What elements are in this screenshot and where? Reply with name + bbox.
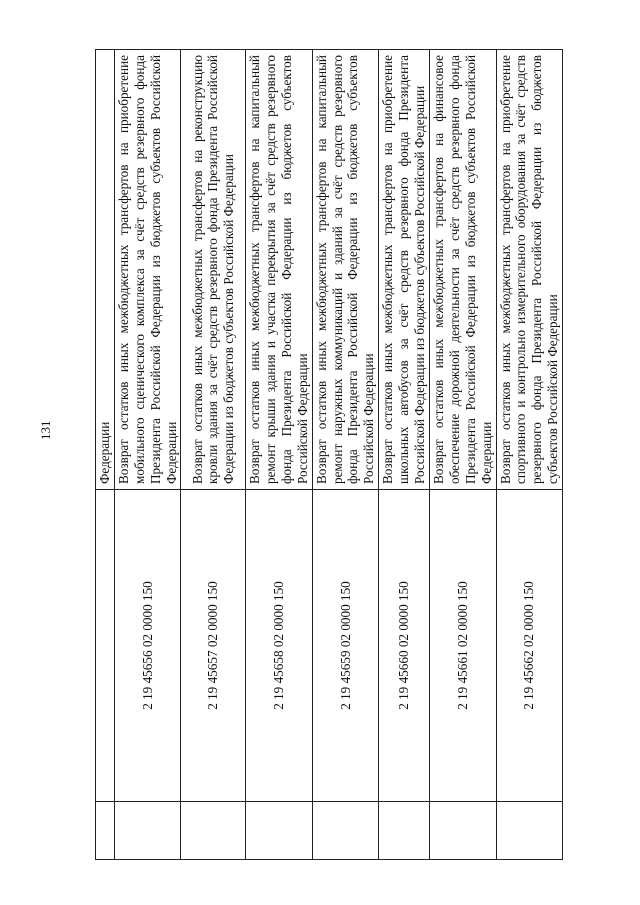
table-cell-empty: [96, 490, 115, 802]
table-cell-code: 2 19 45658 02 0000 150: [246, 490, 312, 802]
table-cell-empty: [312, 802, 378, 860]
table-cell-empty: [430, 802, 496, 860]
table-row: [430, 50, 496, 860]
table-cell-empty: [181, 802, 246, 860]
table-row: [115, 50, 181, 860]
table-cell-empty: [496, 802, 562, 860]
table-cell-description: Возврат остатков иных межбюджетных трансфертов на приобретение спортивного и контрольно измерительного оборудования за счёт средств резервного фонда Президента Российской Федерации из бюджетов субъектов Российской Федерации: [496, 50, 562, 490]
table-cell-code: 2 19 45662 02 0000 150: [496, 490, 562, 802]
table-cell-continuation: Федерации: [96, 50, 115, 490]
table-cell-code: 2 19 45656 02 0000 150: [115, 490, 181, 802]
table-cell-code: 2 19 45661 02 0000 150: [430, 490, 496, 802]
table-row: [181, 50, 246, 860]
table-row: [312, 50, 378, 860]
budget-code-table: [95, 49, 563, 860]
table-cell-description: Возврат остатков иных межбюджетных трансфертов на реконструкцию кровли здания за счёт средств резервного фонда Президента Российской Федерации из бюджетов субъектов Российской Федерации: [181, 50, 246, 490]
table-row-continuation: [96, 50, 115, 860]
table-cell-code: 2 19 45657 02 0000 150: [181, 490, 246, 802]
table-cell-empty: [246, 802, 312, 860]
table-cell-code: 2 19 45660 02 0000 150: [379, 490, 430, 802]
table-cell-empty: [379, 802, 430, 860]
budget-code-table-rotated: [95, 50, 561, 860]
table-cell-empty: [96, 802, 115, 860]
table-row: [246, 50, 312, 860]
table-row: [496, 50, 562, 860]
table-cell-empty: [115, 802, 181, 860]
table-cell-description: Возврат остатков иных межбюджетных трансфертов на финансовое обеспечение дорожной деятельности за счёт средств резервного фонда Президента Российской Федерации из бюджетов субъектов Российской Федерации: [430, 50, 496, 490]
table-row: [379, 50, 430, 860]
page-number: 131: [38, 420, 53, 440]
table-cell-description: Возврат остатков иных межбюджетных трансфертов на приобретение школьных автобусов за счёт средств резервного фонда Президента Российской Федерации из бюджетов субъектов Российской Федерации: [379, 50, 430, 490]
table-cell-description: Возврат остатков иных межбюджетных трансфертов на капитальный ремонт крыши здания и участка перекрытия за счёт средств резервного фонда Президента Российской Федерации из бюджетов субъектов Российской Федерации: [246, 50, 312, 490]
table-cell-code: 2 19 45659 02 0000 150: [312, 490, 378, 802]
table-cell-description: Возврат остатков иных межбюджетных трансфертов на приобретение мобильного сценического комплекса за счёт средств резервного фонда Президента Российской Федерации из бюджетов субъектов Российской Федерации: [115, 50, 181, 490]
table-cell-description: Возврат остатков иных межбюджетных трансфертов на капитальный ремонт наружных коммуникаций и зданий за счёт средств резервного фонда Президента Российской Федерации из бюджетов субъектов Российской Федерации: [312, 50, 378, 490]
